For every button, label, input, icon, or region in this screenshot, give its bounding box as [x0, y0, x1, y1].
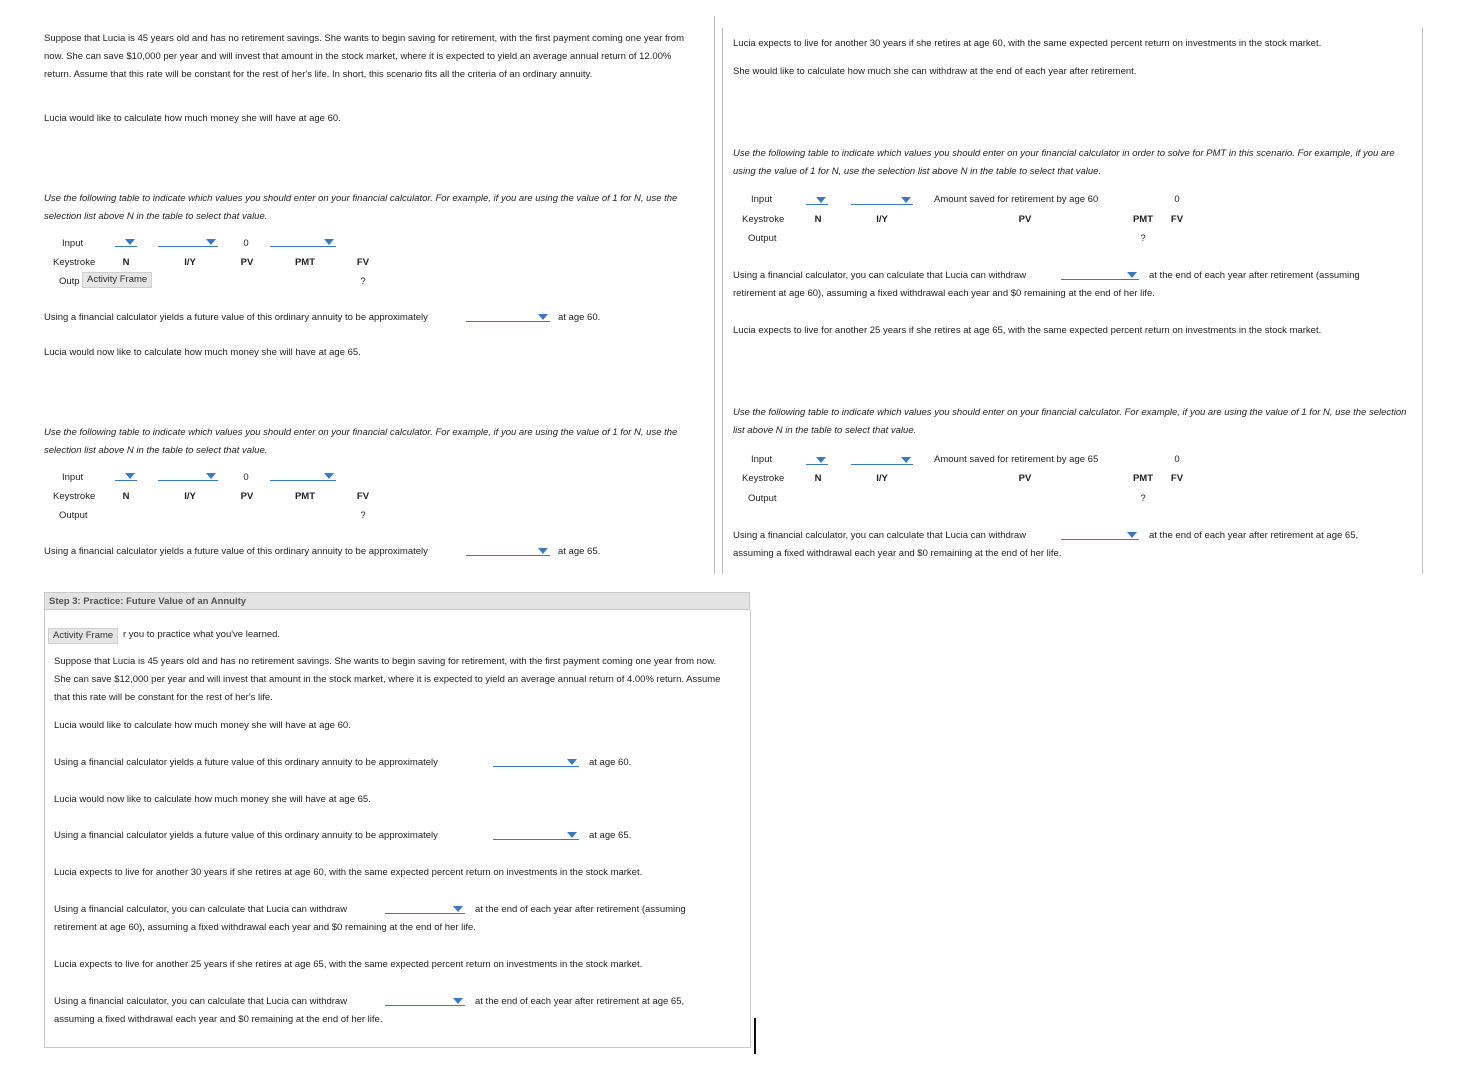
- keystroke-pv: PV: [240, 491, 254, 502]
- keystroke-pv: PV: [1018, 214, 1032, 225]
- table-instructions-4: Use the following table to indicate which values you should enter on your financial calculator. For example, if you are using the value of 1 for N, use the selection list above N in the table to select that value.: [733, 407, 1407, 436]
- keystroke-n: N: [814, 214, 822, 225]
- step3-fv-text-60: Using a financial calculator yields a future value of this ordinary annuity to be approximately: [54, 757, 438, 768]
- withdraw-60-text: Using a financial calculator, you can calculate that Lucia can withdraw: [733, 270, 1027, 281]
- step3-live-30: Lucia expects to live for another 30 years if she retires at age 60, with the same expected percent return on investments in the stock market.: [54, 867, 643, 878]
- keystroke-fv: FV: [356, 491, 370, 502]
- withdraw-65-text: Using a financial calculator, you can calculate that Lucia can withdraw: [733, 530, 1027, 541]
- keystroke-fv: FV: [1170, 473, 1184, 484]
- fv-result-text-60: Using a financial calculator yields a future value of this ordinary annuity to be approximately: [44, 312, 428, 323]
- step3-at-65: at age 65.: [589, 830, 632, 841]
- pv-amount-65: Amount saved for retirement by age 65: [934, 454, 1099, 465]
- step3-fv-65-dropdown[interactable]: [493, 829, 579, 840]
- row-label-keystroke: Keystroke: [53, 491, 96, 502]
- row-label-keystroke: Keystroke: [53, 257, 96, 268]
- step3-header: Step 3: Practice: Future Value of an Annuity: [44, 592, 750, 610]
- withdraw-question: She would like to calculate how much she can withdraw at the end of each year after retirement.: [733, 66, 1137, 77]
- step3-fv-60-dropdown[interactable]: [493, 756, 579, 767]
- keystroke-iy: I/Y: [876, 473, 888, 484]
- fv-result-text-65: Using a financial calculator yields a future value of this ordinary annuity to be approximately: [44, 546, 428, 557]
- keystroke-n: N: [814, 473, 822, 484]
- row-label-output: Outp: [59, 276, 80, 287]
- n-dropdown[interactable]: [115, 470, 137, 481]
- step3-fv-text-65: Using a financial calculator yields a future value of this ordinary annuity to be approximately: [54, 830, 438, 841]
- intro-paragraph: Suppose that Lucia is 45 years old and has no retirement savings. She wants to begin saving for retirement, with the first payment coming one year from now. She can save $10,000 per year and will invest that amount in the stock market, where it is expected to yield an average annual return of 12.00% return. Assume that this rate will be constant for the rest of her's life. In short, this scenario fits all the criteria of an ordinary annuity.: [44, 33, 685, 80]
- practice-intro: r you to practice what you've learned.: [123, 629, 281, 640]
- row-label-keystroke: Keystroke: [742, 214, 785, 225]
- keystroke-pmt: PMT: [1132, 214, 1154, 225]
- activity-frame-tooltip: Activity Frame: [48, 628, 118, 644]
- step3-withdraw-60-dropdown[interactable]: [385, 903, 465, 914]
- withdraw-60-line2: retirement at age 60), assuming a fixed withdrawal each year and $0 remaining at the end of her life.: [733, 288, 1155, 299]
- keystroke-pmt: PMT: [294, 257, 316, 268]
- row-label-input: Input: [751, 194, 773, 205]
- row-label-input: Input: [62, 238, 84, 249]
- keystroke-pv: PV: [1018, 473, 1032, 484]
- keystroke-n: N: [122, 257, 130, 268]
- step3-withdraw-65-text: Using a financial calculator, you can calculate that Lucia can withdraw: [54, 996, 348, 1007]
- step3-intro-paragraph: Suppose that Lucia is 45 years old and has no retirement savings. She wants to begin saving for retirement, with the first payment coming one year from now. She can save $12,000 per year and will invest that amount in the stock market, where it is expected to yield an average annual return of 4.00% return. Assume that this rate will be constant for the rest of her's life.: [54, 656, 721, 703]
- withdraw-65-dropdown[interactable]: [1061, 529, 1139, 540]
- iy-dropdown[interactable]: [158, 236, 218, 247]
- step3-withdraw-60-suffix: at the end of each year after retirement (assuming: [475, 904, 686, 915]
- keystroke-pv: PV: [240, 257, 254, 268]
- right-panel-border: [1422, 28, 1423, 574]
- table-instructions-2: Use the following table to indicate which values you should enter on your financial calculator. For example, if you are using the value of 1 for N, use the selection list above N in the table to select that value.: [44, 427, 678, 456]
- n-dropdown[interactable]: [115, 236, 137, 247]
- output-pmt-unknown: ?: [1140, 493, 1146, 504]
- fv-60-dropdown[interactable]: [466, 311, 550, 322]
- row-label-output: Output: [59, 510, 88, 521]
- fv-input-value: 0: [1174, 454, 1180, 465]
- table-instructions-3: Use the following table to indicate which values you should enter on your financial calculator in order to solve for PMT in this scenario. For example, if you are using the value of 1 for N, use the selection list above N in the table to select that value.: [733, 148, 1395, 177]
- output-pmt-unknown: ?: [1140, 233, 1146, 244]
- iy-dropdown[interactable]: [851, 454, 913, 465]
- withdraw-60-suffix: at the end of each year after retirement (assuming: [1149, 270, 1360, 281]
- text-cursor: [754, 1018, 756, 1054]
- pmt-dropdown[interactable]: [270, 236, 336, 247]
- output-fv-unknown: ?: [360, 276, 366, 287]
- at-age-60-label: at age 60.: [558, 312, 601, 323]
- column-divider: [714, 16, 715, 574]
- step3-at-60: at age 60.: [589, 757, 632, 768]
- keystroke-iy: I/Y: [876, 214, 888, 225]
- fv-input-value: 0: [1174, 194, 1180, 205]
- keystroke-pmt: PMT: [294, 491, 316, 502]
- pv-amount-60: Amount saved for retirement by age 60: [934, 194, 1099, 205]
- keystroke-iy: I/Y: [184, 491, 196, 502]
- step3-withdraw-65-suffix: at the end of each year after retirement at age 65,: [475, 996, 685, 1007]
- row-label-input: Input: [62, 472, 84, 483]
- withdraw-65-line2: assuming a fixed withdrawal each year and $0 remaining at the end of her life.: [733, 548, 1062, 559]
- fv-65-dropdown[interactable]: [466, 545, 550, 556]
- step3-withdraw-60-line2: retirement at age 60), assuming a fixed withdrawal each year and $0 remaining at the end of her life.: [54, 922, 476, 933]
- column-divider: [722, 28, 723, 574]
- keystroke-iy: I/Y: [184, 257, 196, 268]
- step3-withdraw-65-dropdown[interactable]: [385, 995, 465, 1006]
- step3-withdraw-65-line2: assuming a fixed withdrawal each year and $0 remaining at the end of her life.: [54, 1014, 383, 1025]
- step3-question-60: Lucia would like to calculate how much money she will have at age 60.: [54, 720, 351, 731]
- withdraw-60-dropdown[interactable]: [1061, 269, 1139, 280]
- row-label-output: Output: [748, 233, 777, 244]
- keystroke-fv: FV: [1170, 214, 1184, 225]
- step3-question-65: Lucia would now like to calculate how much money she will have at age 65.: [54, 794, 371, 805]
- n-dropdown[interactable]: [806, 194, 828, 205]
- question-age-60: Lucia would like to calculate how much money she will have at age 60.: [44, 113, 341, 124]
- question-age-65: Lucia would now like to calculate how much money she will have at age 65.: [44, 347, 361, 358]
- step3-live-25: Lucia expects to live for another 25 years if she retires at age 65, with the same expected percent return on investments in the stock market.: [54, 959, 643, 970]
- row-label-input: Input: [751, 454, 773, 465]
- iy-dropdown[interactable]: [158, 470, 218, 481]
- keystroke-fv: FV: [356, 257, 370, 268]
- pv-input-value: 0: [243, 238, 249, 249]
- pv-input-value: 0: [243, 472, 249, 483]
- row-label-keystroke: Keystroke: [742, 473, 785, 484]
- step3-withdraw-60-text: Using a financial calculator, you can calculate that Lucia can withdraw: [54, 904, 348, 915]
- activity-frame-tooltip: Activity Frame: [82, 272, 152, 288]
- withdraw-65-suffix: at the end of each year after retirement at age 65,: [1149, 530, 1359, 541]
- live-25-text: Lucia expects to live for another 25 years if she retires at age 65, with the same expected percent return on investments in the stock market.: [733, 325, 1322, 336]
- keystroke-n: N: [122, 491, 130, 502]
- live-30-text: Lucia expects to live for another 30 years if she retires at age 60, with the same expected percent return on investments in the stock market.: [733, 38, 1322, 49]
- at-age-65-label: at age 65.: [558, 546, 601, 557]
- keystroke-pmt: PMT: [1132, 473, 1154, 484]
- pmt-dropdown[interactable]: [270, 470, 336, 481]
- output-fv-unknown: ?: [360, 510, 366, 521]
- iy-dropdown[interactable]: [851, 194, 913, 205]
- table-instructions-1: Use the following table to indicate which values you should enter on your financial calculator. For example, if you are using the value of 1 for N, use the selection list above N in the table to select that value.: [44, 193, 678, 222]
- n-dropdown[interactable]: [806, 454, 828, 465]
- row-label-output: Output: [748, 493, 777, 504]
